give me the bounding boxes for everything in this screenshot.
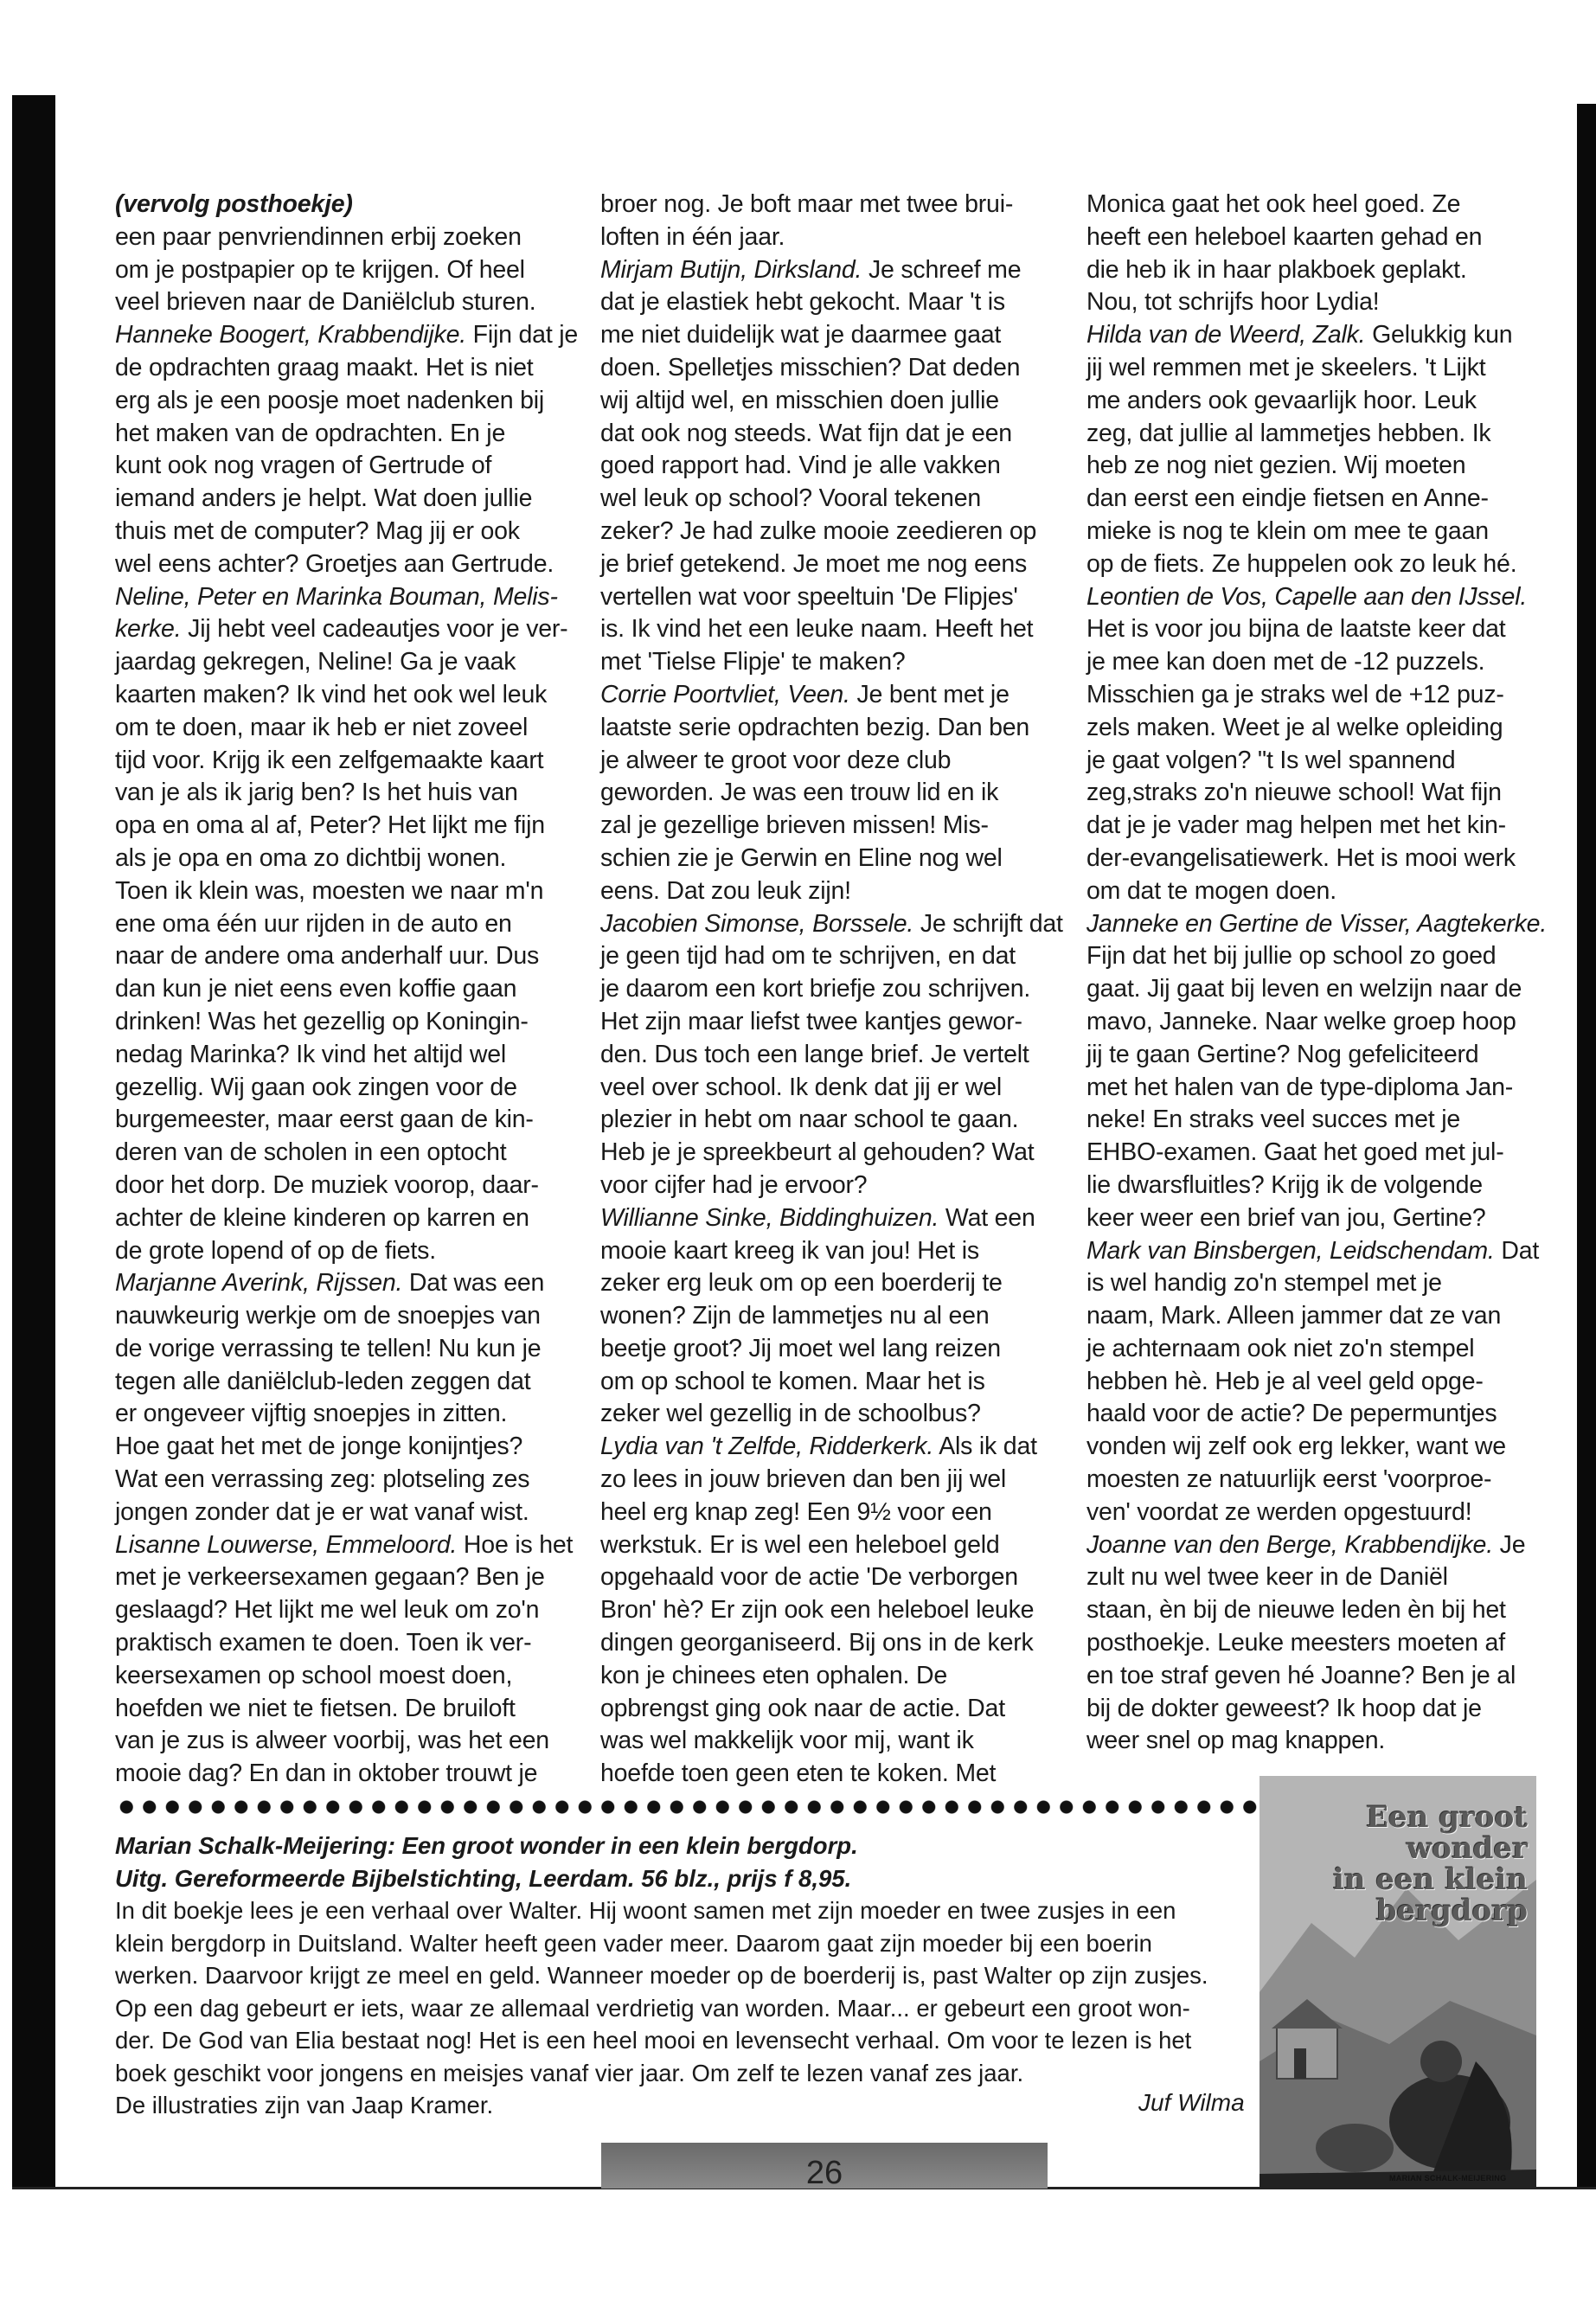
- column-line: Mirjam Butijn, Dirksland. Je schreef me: [600, 255, 1022, 284]
- column-line: gezellig. Wij gaan ook zingen voor de: [115, 1073, 517, 1101]
- column-line: Hilda van de Weerd, Zalk. Gelukkig kun: [1086, 321, 1513, 349]
- column-line: hoefden we niet te fietsen. De bruiloft: [115, 1694, 516, 1722]
- column-line: me niet duidelijk wat je daarmee gaat: [600, 321, 1002, 349]
- column-line: Nou, tot schrijfs hoor Lydia!: [1086, 288, 1380, 317]
- column-line: opgehaald voor de actie 'De verborgen: [600, 1563, 1018, 1592]
- column-line: kunt ook nog vragen of Gertrude of: [115, 452, 492, 480]
- column-line: Corrie Poortvliet, Veen. Je bent met je: [600, 680, 1010, 708]
- column-line: praktisch examen te doen. Toen ik ver-: [115, 1629, 532, 1657]
- column-line: Het is voor jou bijna de laatste keer dat: [1086, 615, 1506, 644]
- review-line: De illustraties zijn van Jaap Kramer.: [115, 2092, 494, 2118]
- column-line: als je opa en oma zo dichtbij wonen.: [115, 843, 507, 872]
- column-line: [1086, 908, 1547, 941]
- cover-author: MARIAN SCHALK-MEIJERING: [1389, 2174, 1507, 2182]
- column-line: hoefde toen geen eten te koken. Met: [600, 1759, 997, 1788]
- cover-title-line: Een groot: [1366, 1800, 1528, 1835]
- column-line: den. Dus toch een lange brief. Je vertelt: [600, 1040, 1029, 1068]
- review-line: In dit boekje lees je een verhaal over Walter. Hij woont samen met zijn moeder en twee zusjes in een: [115, 1897, 1176, 1924]
- column-line: heb ze nog niet gezien. Wij moeten: [1086, 452, 1466, 480]
- letters-column-3: [1086, 189, 1547, 1758]
- column-line: jij wel remmen met je skeelers. 't Lijkt: [1086, 353, 1486, 381]
- letter-writer-name: Marjanne Averink, Rijssen.: [115, 1269, 403, 1298]
- column-line: ven' voordat ze werden opgestuurd!: [1086, 1497, 1472, 1526]
- column-line: veel brieven naar de Daniëlclub sturen.: [115, 288, 536, 317]
- column-line: je mee kan doen met de -12 puzzels.: [1086, 648, 1485, 676]
- column-line: Monica gaat het ook heel goed. Ze: [1086, 190, 1461, 218]
- column-line: met 'Tielse Flipje' te maken?: [600, 648, 906, 676]
- column-line: wonen? Zijn de lammetjes nu al een: [600, 1302, 990, 1330]
- column-line: mavo, Janneke. Naar welke groep hoop: [1086, 1007, 1516, 1035]
- letter-writer-name: Joanne van den Berge, Krabbendijke.: [1086, 1530, 1493, 1559]
- cover-title-line: bergdorp: [1375, 1894, 1528, 1928]
- column-line: [115, 581, 578, 614]
- cover-title-line: wonder: [1407, 1831, 1528, 1866]
- column-line: van je zus is alweer voorbij, was het een: [115, 1727, 549, 1755]
- column-line: staan, èn bij de nieuwe leden èn bij het: [1086, 1596, 1506, 1625]
- column-line: Willianne Sinke, Biddinghuizen. Wat een: [600, 1203, 1035, 1232]
- section-heading: (vervolg posthoekje): [115, 190, 353, 218]
- column-line: bij de dokter geweest? Ik hoop dat je: [1086, 1694, 1482, 1722]
- column-line: thuis met de computer? Mag jij er ook: [115, 516, 520, 545]
- column-line: laatste serie opdrachten bezig. Dan ben: [600, 713, 1030, 741]
- column-line: is wel handig zo'n stempel met je: [1086, 1269, 1442, 1298]
- column-line: van je als ik jarig ben? Is het huis van: [115, 779, 518, 807]
- column-line: heeft een heleboel kaarten gehad en: [1086, 222, 1483, 251]
- column-line: tegen alle daniëlclub-leden zeggen dat: [115, 1367, 531, 1395]
- column-line: er ongeveer vijftig snoepjes in zitten.: [115, 1400, 508, 1428]
- column-line: je brief getekend. Je moet me nog eens: [600, 549, 1028, 578]
- column-line: loften in één jaar.: [600, 222, 785, 251]
- column-line: met je verkeersexamen gegaan? Ben je: [115, 1563, 545, 1592]
- column-line: je geen tijd had om te schrijven, en dat: [600, 942, 1016, 971]
- column-line: nauwkeurig werkje om de snoepjes van: [115, 1302, 541, 1330]
- column-line: voor cijfer had je ervoor?: [600, 1170, 868, 1199]
- letter-writer-name: Mark van Binsbergen, Leidschendam.: [1086, 1236, 1495, 1265]
- letter-writer-name: Leontien de Vos, Capelle aan den IJssel.: [1086, 582, 1528, 611]
- dotted-separator: [115, 1794, 1257, 1820]
- column-line: nedag Marinka? Ik vind het altijd wel: [115, 1040, 507, 1068]
- column-line: Misschien ga je straks wel de +12 puz-: [1086, 680, 1504, 708]
- column-line: kerke. Jij hebt veel cadeautjes voor je ver-: [115, 615, 568, 644]
- review-line: werken. Daarvoor krijgt ze meel en geld. Wanneer moeder op de boerderij is, past Walter op zijn zusjes.: [115, 1962, 1208, 1989]
- column-line: wel leuk op school? Vooral tekenen: [600, 484, 982, 513]
- column-line: tijd voor. Krijg ik een zelfgemaakte kaart: [115, 746, 544, 774]
- column-line: dingen georganiseerd. Bij ons in de kerk: [600, 1629, 1034, 1657]
- column-line: haald voor de actie? De pepermuntjes: [1086, 1400, 1497, 1428]
- column-line: met het halen van de type-diploma Jan-: [1086, 1073, 1514, 1101]
- column-line: Joanne van den Berge, Krabbendijke. Je: [1086, 1530, 1526, 1559]
- review-signature: Juf Wilma: [1138, 2089, 1245, 2116]
- column-line: geslaagd? Het lijkt me wel leuk om zo'n: [115, 1596, 540, 1625]
- column-line: Bron' hè? Er zijn ook een heleboel leuke: [600, 1596, 1035, 1625]
- column-line: vonden wij zelf ook erg lekker, want we: [1086, 1433, 1506, 1461]
- column-line: geworden. Je was een trouw lid en ik: [600, 779, 999, 807]
- column-line: keer weer een brief van jou, Gertine?: [1086, 1203, 1486, 1232]
- column-line: dan eerst een eindje fietsen en Anne-: [1086, 484, 1489, 513]
- letter-writer-name: Janneke en Gertine de Visser, Aagtekerke.: [1086, 909, 1548, 938]
- column-line: naam, Mark. Alleen jammer dat ze van: [1086, 1302, 1502, 1330]
- letter-writer-name: Lydia van 't Zelfde, Ridderkerk.: [600, 1433, 934, 1461]
- column-line: zels maken. Weet je al welke opleiding: [1086, 713, 1503, 741]
- letter-writer-name: Hilda van de Weerd, Zalk.: [1086, 321, 1366, 349]
- letter-writer-name: Willianne Sinke, Biddinghuizen.: [600, 1203, 939, 1232]
- column-line: Heb je je spreekbeurt al gehouden? Wat: [600, 1138, 1035, 1167]
- column-line: Toen ik klein was, moesten we naar m'n: [115, 876, 544, 905]
- letter-writer-name: Lisanne Louwerse, Emmeloord.: [115, 1530, 458, 1559]
- book-cover-image: [1259, 1776, 1536, 2189]
- review-line: klein bergdorp in Duitsland. Walter heeft geen vader meer. Daarom gaat zijn moeder bij een boerin: [115, 1929, 1152, 1957]
- column-line: je alweer te groot voor deze club: [600, 746, 952, 774]
- column-line: de opdrachten graag maakt. Het is niet: [115, 353, 534, 381]
- column-line: lie dwarsfluitles? Krijg ik de volgende: [1086, 1170, 1483, 1199]
- letter-writer-name: kerke.: [115, 615, 182, 644]
- page-number: 26: [805, 2155, 843, 2191]
- column-line: erg als je een poosje moet nadenken bij: [115, 386, 545, 414]
- column-line: wij altijd wel, en misschien doen jullie: [600, 386, 999, 414]
- column-line: het maken van de opdrachten. En je: [115, 419, 506, 447]
- column-line: Jacobien Simonse, Borssele. Je schrijft dat: [600, 909, 1063, 938]
- column-line: drinken! Was het gezellig op Koningin-: [115, 1007, 529, 1035]
- column-line: weer snel op mag knappen.: [1086, 1727, 1386, 1755]
- column-line: de grote lopend of op de fiets.: [115, 1236, 436, 1265]
- column-line: EHBO-examen. Gaat het goed met jul-: [1086, 1138, 1504, 1167]
- column-line: om te doen, maar ik heb er niet zoveel: [115, 713, 529, 741]
- column-line: mooie dag? En dan in oktober trouwt je: [115, 1759, 538, 1788]
- letters-column-1: [115, 189, 578, 1791]
- column-line: kon je chinees eten ophalen. De: [600, 1661, 948, 1689]
- column-line: om je postpapier op te krijgen. Of heel: [115, 255, 525, 284]
- letter-writer-name: Jacobien Simonse, Borssele.: [600, 909, 914, 938]
- column-line: kaarten maken? Ik vind het ook wel leuk: [115, 680, 548, 708]
- column-line: dat je je vader mag helpen met het kin-: [1086, 811, 1506, 840]
- column-line: een paar penvriendinnen erbij zoeken: [115, 222, 522, 251]
- column-line: beetje groot? Jij moet wel lang reizen: [600, 1334, 1001, 1362]
- column-line: Lydia van 't Zelfde, Ridderkerk. Als ik dat: [600, 1433, 1037, 1461]
- letter-writer-name: Mirjam Butijn, Dirksland.: [600, 255, 862, 284]
- column-line: zal je gezellige brieven missen! Mis-: [600, 811, 989, 840]
- scan-border-right: [1577, 104, 1596, 2189]
- column-line: zult nu wel twee keer in de Daniël: [1086, 1563, 1448, 1592]
- column-line: naar de andere oma anderhalf uur. Dus: [115, 942, 540, 971]
- column-line: was wel makkelijk voor mij, want ik: [600, 1727, 974, 1755]
- column-line: me anders ook gevaarlijk hoor. Leuk: [1086, 386, 1477, 414]
- review-line: boek geschikt voor jongens en meisjes vanaf vier jaar. Om zelf te lezen vanaf zes jaar.: [115, 2059, 1024, 2086]
- scan-border-left: [12, 95, 55, 2189]
- column-line: werkstuk. Er is wel een heleboel geld: [600, 1530, 1000, 1559]
- column-line: posthoekje. Leuke meesters moeten af: [1086, 1629, 1505, 1657]
- review-line: Op een dag gebeurt er iets, waar ze allemaal verdrietig van worden. Maar... er gebeurt een groot won-: [115, 1994, 1190, 2022]
- column-line: schien zie je Gerwin en Eline nog wel: [600, 843, 1003, 872]
- column-line: je gaat volgen? "t Is wel spannend: [1086, 746, 1456, 774]
- column-line: die heb ik in haar plakboek geplakt.: [1086, 255, 1467, 284]
- column-line: achter de kleine kinderen op karren en: [115, 1203, 529, 1232]
- column-line: der-evangelisatiewerk. Het is mooi werk: [1086, 843, 1516, 872]
- column-line: broer nog. Je boft maar met twee brui-: [600, 190, 1014, 218]
- column-line: dat ook nog steeds. Wat fijn dat je een: [600, 419, 1012, 447]
- column-line: goed rapport had. Vind je alle vakken: [600, 452, 1001, 480]
- column-line: opa en oma al af, Peter? Het lijkt me fijn: [115, 811, 545, 840]
- column-line: deren van de scholen in een optocht: [115, 1138, 507, 1167]
- letter-writer-name: Corrie Poortvliet, Veen.: [600, 680, 850, 708]
- column-line: veel over school. Ik denk dat jij er wel: [600, 1073, 1003, 1101]
- column-line: eens. Dat zou leuk zijn!: [600, 876, 851, 905]
- letters-column-2: [600, 189, 1063, 1791]
- column-line: dan kun je niet eens even koffie gaan: [115, 975, 517, 1003]
- book-review: [115, 1830, 1257, 2122]
- cover-title-line: in een klein: [1332, 1862, 1528, 1897]
- column-line: is. Ik vind het een leuke naam. Heeft het: [600, 615, 1034, 644]
- column-line: zeg,straks zo'n nieuwe school! Wat fijn: [1086, 779, 1502, 807]
- column-line: opbrengst ging ook naar de actie. Dat: [600, 1694, 1005, 1722]
- column-line: doen. Spelletjes misschien? Dat deden: [600, 353, 1021, 381]
- column-line: door het dorp. De muziek voorop, daar-: [115, 1170, 539, 1199]
- column-line: om dat te mogen doen.: [1086, 876, 1336, 905]
- column-line: Lisanne Louwerse, Emmeloord. Hoe is het: [115, 1530, 574, 1559]
- column-line: Marjanne Averink, Rijssen. Dat was een: [115, 1269, 545, 1298]
- column-line: wel eens achter? Groetjes aan Gertrude.: [115, 549, 554, 578]
- column-line: om op school te komen. Maar het is: [600, 1367, 985, 1395]
- column-line: op de fiets. Ze huppelen ook zo leuk hé.: [1086, 549, 1517, 578]
- column-line: mooie kaart kreeg ik van jou! Het is: [600, 1236, 979, 1265]
- review-line: der. De God van Elia bestaat nog! Het is een heel mooi en levensecht verhaal. Om voor te lezen is het: [115, 2027, 1192, 2054]
- column-line: burgemeester, maar eerst gaan de kin-: [115, 1106, 534, 1134]
- cover-title: [1320, 1802, 1528, 1926]
- column-line: jongen zonder dat je er wat vanaf wist.: [115, 1497, 529, 1526]
- page-number-box: [601, 2143, 1048, 2189]
- column-line: zeker erg leuk om op een boerderij te: [600, 1269, 1003, 1298]
- column-line: Het zijn maar liefst twee kantjes gewor-: [600, 1007, 1022, 1035]
- review-book-title: Marian Schalk-Meijering: Een groot wonder in een klein bergdorp.: [115, 1832, 858, 1859]
- column-line: heel erg knap zeg! Een 9½ voor een: [600, 1497, 992, 1526]
- column-line: en toe straf geven hé Joanne? Ben je al: [1086, 1661, 1516, 1689]
- column-line: neke! En straks veel succes met je: [1086, 1106, 1460, 1134]
- column-line: [115, 189, 578, 221]
- column-line: zeker? Je had zulke mooie zeedieren op: [600, 516, 1037, 545]
- column-line: gaat. Jij gaat bij leven en welzijn naar de: [1086, 975, 1522, 1003]
- column-line: Hanneke Boogert, Krabbendijke. Fijn dat je: [115, 321, 579, 349]
- letter-writer-name: Neline, Peter en Marinka Bouman, Melis-: [115, 582, 558, 611]
- column-line: de vorige verrassing te tellen! Nu kun je: [115, 1334, 542, 1362]
- review-publisher: Uitg. Gereformeerde Bijbelstichting, Leerdam. 56 blz., prijs f 8,95.: [115, 1864, 852, 1892]
- column-line: keersexamen op school moest doen,: [115, 1661, 513, 1689]
- column-line: jaardag gekregen, Neline! Ga je vaak: [115, 648, 516, 676]
- column-line: zo lees in jouw brieven dan ben jij wel: [600, 1465, 1007, 1494]
- column-line: jij te gaan Gertine? Nog gefeliciteerd: [1086, 1040, 1479, 1068]
- column-line: zeker wel gezellig in de schoolbus?: [600, 1400, 981, 1428]
- column-line: plezier in hebt om naar school te gaan.: [600, 1106, 1019, 1134]
- column-line: [1086, 581, 1547, 614]
- column-line: mieke is nog te klein om mee te gaan: [1086, 516, 1489, 545]
- column-line: je achternaam ook niet zo'n stempel: [1086, 1334, 1475, 1362]
- column-line: Mark van Binsbergen, Leidschendam. Dat: [1086, 1236, 1540, 1265]
- column-line: dat je elastiek hebt gekocht. Maar 't is: [600, 288, 1005, 317]
- column-line: je daarom een kort briefje zou schrijven.: [600, 975, 1031, 1003]
- column-line: Hoe gaat het met de jonge konijntjes?: [115, 1433, 523, 1461]
- column-line: Fijn dat het bij jullie op school zo goed: [1086, 942, 1497, 971]
- column-line: iemand anders je helpt. Wat doen jullie: [115, 484, 533, 513]
- letter-writer-name: Hanneke Boogert, Krabbendijke.: [115, 321, 466, 349]
- column-line: Wat een verrassing zeg: plotseling zes: [115, 1465, 530, 1494]
- column-line: zeg, dat jullie al lammetjes hebben. Ik: [1086, 419, 1491, 447]
- column-line: vertellen wat voor speeltuin 'De Flipjes': [600, 582, 1018, 611]
- column-line: hebben hè. Heb je al veel geld opge-: [1086, 1367, 1484, 1395]
- column-line: moesten ze natuurlijk eerst 'voorproe-: [1086, 1465, 1492, 1494]
- column-line: ene oma één uur rijden in de auto en: [115, 909, 512, 938]
